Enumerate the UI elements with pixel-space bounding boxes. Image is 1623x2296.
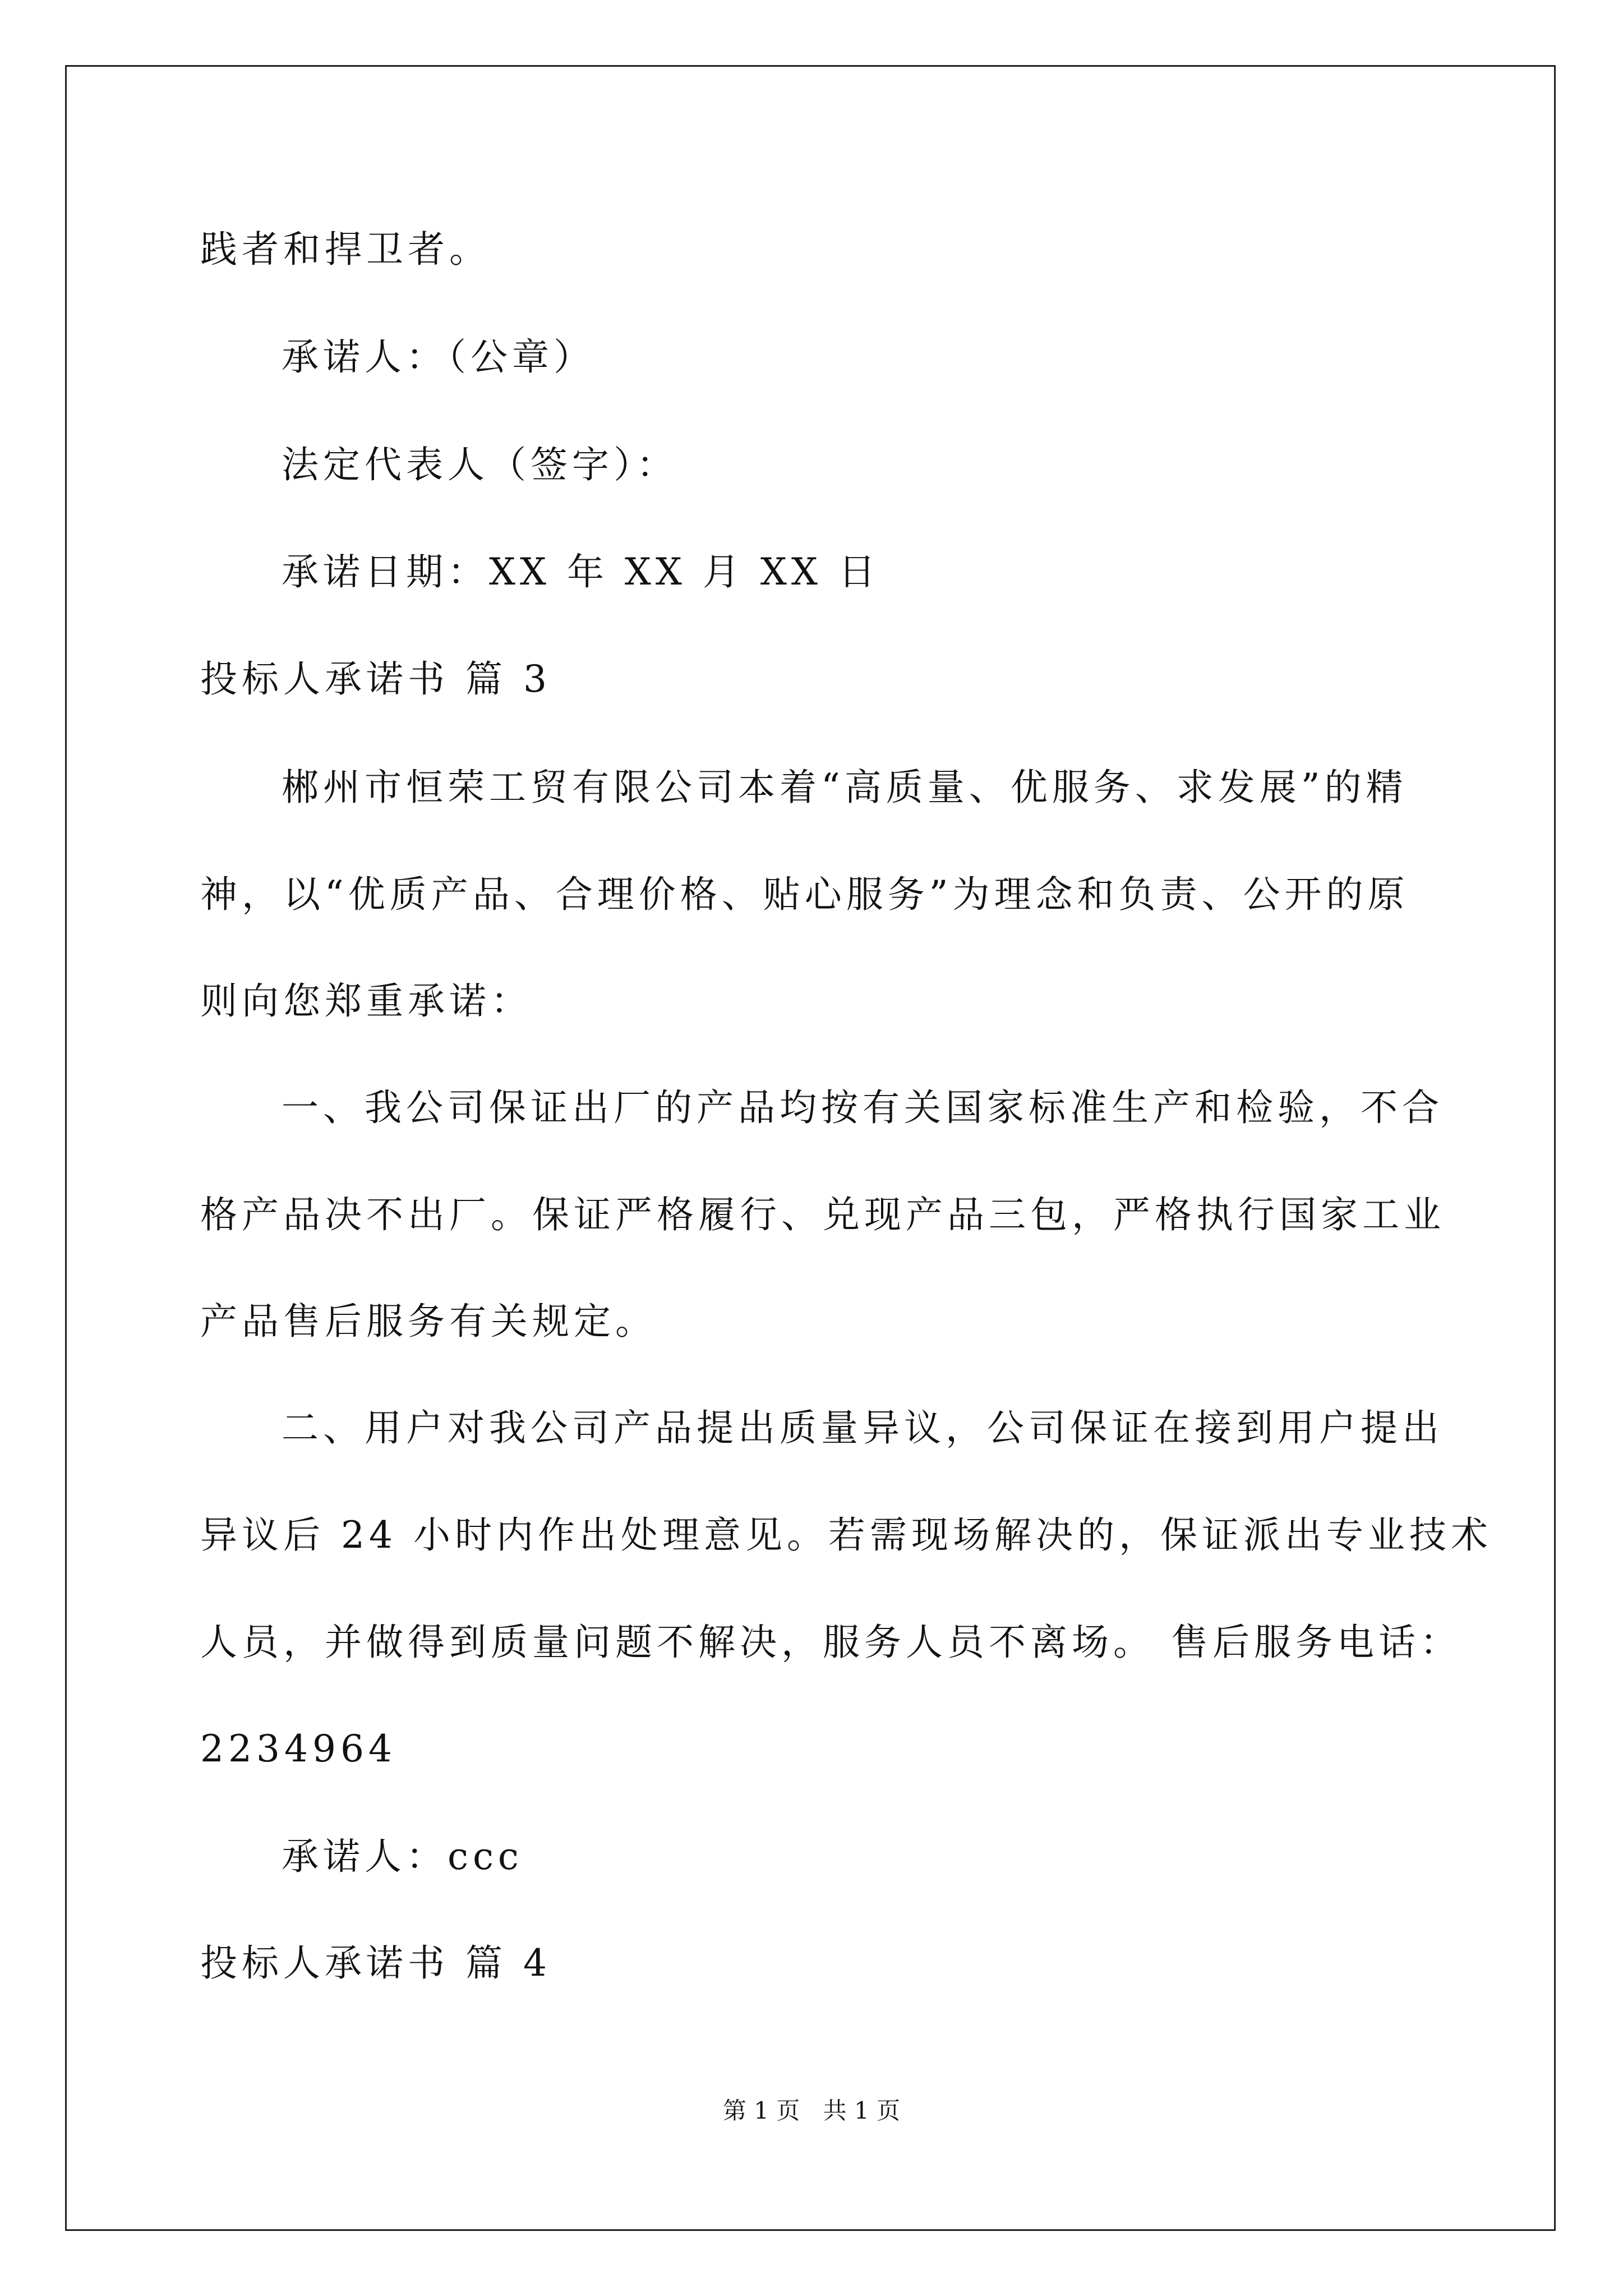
- page-footer: [0, 2099, 1623, 2123]
- text-line: 承诺日期：XX 年 XX 月 XX 日: [282, 550, 880, 593]
- text-line: 承诺人：ccc: [282, 1835, 523, 1878]
- section-heading: 投标人承诺书 篇 3: [200, 657, 551, 701]
- text-line: 异议后 24 小时内作出处理意见。若需现场解决的，保证派出专业技术: [200, 1513, 1492, 1557]
- text-line: 神，以“优质产品、合理价格、贴心服务”为理念和负责、公开的原: [200, 873, 1409, 916]
- text-line: 承诺人：（公章）: [282, 335, 595, 379]
- text-line: 法定代表人（签字）：: [282, 443, 678, 486]
- section-heading: 投标人承诺书 篇 4: [200, 1941, 551, 1985]
- text-line: 一、我公司保证出厂的产品均按有关国家标准生产和检验，不合: [282, 1086, 1444, 1129]
- phone-number: 2234964: [200, 1727, 396, 1770]
- page-number: 第 1 页: [722, 2097, 800, 2124]
- text-line: 人员，并做得到质量问题不解决，服务人员不离场。 售后服务电话：: [200, 1621, 1461, 1664]
- text-line: 二、用户对我公司产品提出质量异议，公司保证在接到用户提出: [282, 1406, 1444, 1450]
- page-frame: [65, 65, 1556, 2231]
- text-line: 郴州市恒荣工贸有限公司本着“高质量、优服务、求发展”的精: [282, 766, 1408, 809]
- page-total: 共 1 页: [823, 2097, 901, 2124]
- text-line: 践者和捍卫者。: [200, 228, 491, 271]
- text-line: 格产品决不出厂。保证严格履行、兑现产品三包，严格执行国家工业: [200, 1193, 1445, 1236]
- text-line: 则向您郑重承诺：: [200, 979, 532, 1023]
- text-line: 产品售后服务有关规定。: [200, 1300, 657, 1343]
